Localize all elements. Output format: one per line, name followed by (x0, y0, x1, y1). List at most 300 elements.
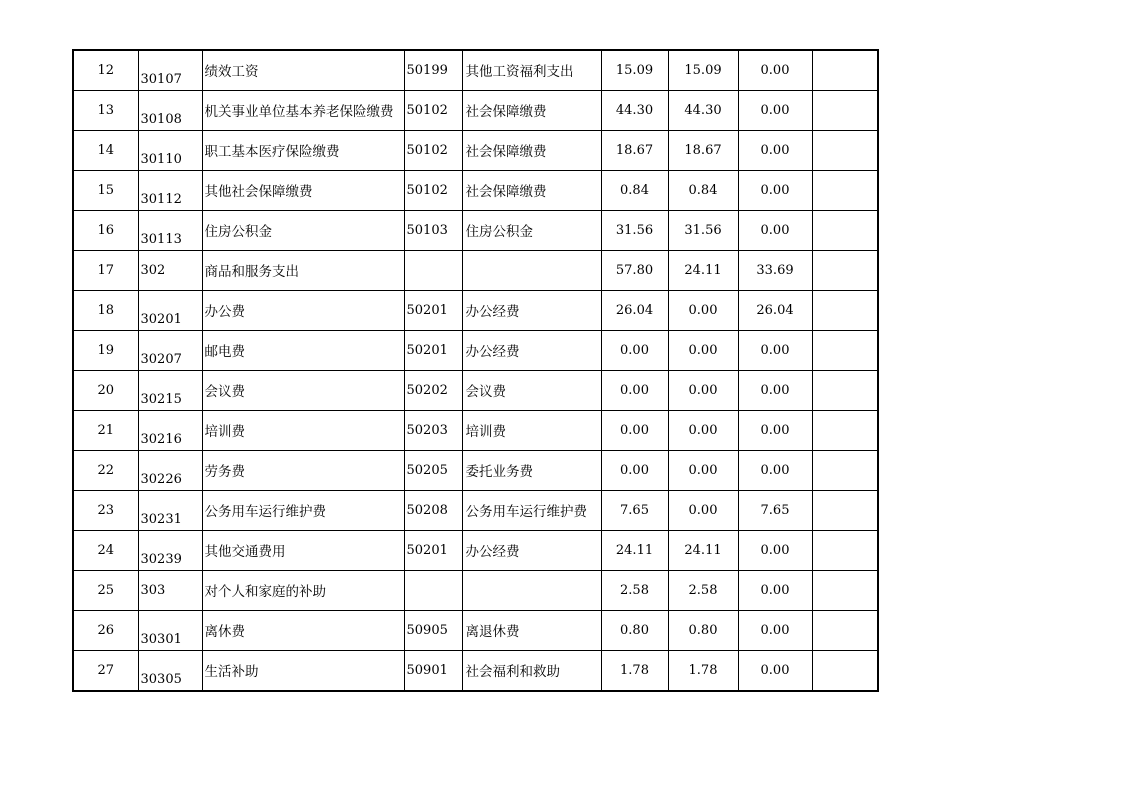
economic-name-text: 邮电费 (204, 344, 245, 360)
total-amount-text: 7.65 (620, 503, 649, 518)
gov-code-text: 50901 (406, 663, 448, 678)
gov-name-text: 委托业务费 (465, 464, 533, 480)
gov-name-text: 办公经费 (465, 544, 520, 560)
project-amount-text: 0.00 (760, 543, 790, 558)
note-cell (812, 91, 878, 131)
project-amount-cell (738, 411, 812, 451)
gov-name-text: 办公经费 (465, 344, 520, 360)
table-row (73, 291, 878, 331)
basic-amount-text: 24.11 (684, 543, 722, 558)
economic-code-cell (138, 211, 202, 251)
gov-code-cell (404, 211, 462, 251)
economic-code-cell (138, 531, 202, 571)
basic-amount-cell (668, 291, 738, 331)
total-amount-cell (601, 91, 668, 131)
row-number-text: 23 (97, 503, 115, 518)
economic-name-text: 会议费 (204, 384, 245, 400)
gov-code-text: 50102 (406, 183, 448, 198)
project-amount-cell (738, 451, 812, 491)
table-row (73, 251, 878, 291)
total-amount-cell (601, 171, 668, 211)
basic-amount-text: 24.11 (684, 263, 722, 278)
basic-amount-cell (668, 571, 738, 611)
total-amount-text: 15.09 (615, 63, 654, 78)
row-number-cell (73, 331, 138, 371)
project-amount-cell (738, 571, 812, 611)
row-number-cell (73, 571, 138, 611)
gov-code-cell (404, 171, 462, 211)
row-number-text: 27 (97, 663, 115, 678)
economic-name-text: 其他交通费用 (204, 544, 286, 560)
economic-code-cell (138, 131, 202, 171)
basic-amount-cell (668, 251, 738, 291)
gov-code-text: 50203 (406, 423, 448, 438)
row-number-cell (73, 171, 138, 211)
project-amount-text: 26.04 (756, 303, 794, 318)
economic-code-cell (138, 451, 202, 491)
total-amount-cell (601, 571, 668, 611)
economic-name-text: 对个人和家庭的补助 (204, 584, 326, 600)
note-cell (812, 291, 878, 331)
economic-code-text: 30107 (140, 72, 182, 87)
project-amount-cell (738, 331, 812, 371)
total-amount-cell (601, 491, 668, 531)
note-text (813, 211, 878, 224)
basic-amount-text: 18.67 (684, 143, 722, 158)
gov-code-cell (404, 331, 462, 371)
note-cell (812, 371, 878, 411)
economic-name-text: 机关事业单位基本养老保险缴费 (204, 104, 394, 120)
gov-code-cell (404, 251, 462, 291)
basic-amount-cell (668, 531, 738, 571)
row-number-cell (73, 131, 138, 171)
economic-code-text: 30108 (140, 112, 182, 127)
note-cell (812, 651, 878, 692)
economic-code-cell (138, 291, 202, 331)
economic-name-text: 离休费 (204, 624, 245, 640)
project-amount-text: 7.65 (760, 503, 790, 518)
economic-name-text: 劳务费 (204, 464, 245, 480)
row-number-text: 25 (97, 583, 115, 598)
gov-name-cell (462, 291, 601, 331)
note-text (813, 411, 878, 424)
gov-name-text: 办公经费 (465, 304, 520, 320)
gov-code-text: 50205 (406, 463, 448, 478)
project-amount-text: 0.00 (760, 423, 790, 438)
note-text (813, 51, 878, 64)
basic-amount-cell (668, 651, 738, 692)
table-row (73, 211, 878, 251)
economic-name-cell (202, 131, 404, 171)
economic-name-cell (202, 50, 404, 91)
total-amount-cell (601, 211, 668, 251)
project-amount-cell (738, 291, 812, 331)
gov-name-text (463, 251, 601, 266)
row-number-text: 22 (97, 463, 115, 478)
basic-amount-text: 0.00 (688, 343, 718, 358)
row-number-cell (73, 651, 138, 692)
basic-amount-text: 31.56 (684, 223, 722, 238)
economic-name-cell (202, 531, 404, 571)
economic-code-cell (138, 50, 202, 91)
total-amount-text: 24.11 (615, 543, 654, 558)
gov-code-cell (404, 571, 462, 611)
basic-amount-cell (668, 211, 738, 251)
economic-name-cell (202, 651, 404, 692)
basic-amount-text: 0.84 (688, 183, 718, 198)
economic-name-cell (202, 211, 404, 251)
row-number-cell (73, 211, 138, 251)
economic-name-text: 生活补助 (204, 664, 259, 680)
total-amount-cell (601, 531, 668, 571)
table-body (73, 50, 878, 691)
table-row (73, 131, 878, 171)
basic-amount-cell (668, 131, 738, 171)
basic-amount-text: 0.00 (688, 503, 718, 518)
gov-code-text: 50201 (406, 303, 448, 318)
gov-code-cell (404, 411, 462, 451)
gov-name-cell (462, 371, 601, 411)
row-number-cell (73, 91, 138, 131)
note-text (813, 611, 878, 624)
row-number-text: 14 (97, 143, 115, 158)
project-amount-text: 0.00 (760, 63, 790, 78)
economic-code-text: 30301 (140, 632, 182, 647)
row-number-cell (73, 531, 138, 571)
gov-code-cell (404, 50, 462, 91)
economic-name-text: 其他社会保障缴费 (204, 184, 313, 200)
economic-name-text: 住房公积金 (204, 224, 272, 240)
economic-code-text: 30207 (140, 352, 182, 367)
note-cell (812, 50, 878, 91)
basic-amount-cell (668, 371, 738, 411)
note-cell (812, 251, 878, 291)
project-amount-cell (738, 251, 812, 291)
economic-code-text: 30215 (140, 392, 182, 407)
project-amount-cell (738, 491, 812, 531)
gov-code-cell (404, 491, 462, 531)
total-amount-cell (601, 411, 668, 451)
economic-code-text: 30239 (140, 552, 182, 567)
economic-name-cell (202, 251, 404, 291)
project-amount-text: 0.00 (760, 223, 790, 238)
economic-code-cell (138, 91, 202, 131)
economic-name-cell (202, 451, 404, 491)
project-amount-cell (738, 651, 812, 692)
note-cell (812, 571, 878, 611)
row-number-text: 17 (97, 263, 115, 278)
gov-code-text: 50102 (406, 143, 448, 158)
row-number-text: 13 (97, 103, 115, 118)
gov-code-cell (404, 651, 462, 692)
note-text (813, 331, 878, 344)
table-row (73, 491, 878, 531)
table-row (73, 411, 878, 451)
economic-name-text: 公务用车运行维护费 (204, 504, 326, 520)
gov-name-cell (462, 571, 601, 611)
total-amount-cell (601, 371, 668, 411)
project-amount-text: 0.00 (760, 383, 790, 398)
project-amount-text: 0.00 (760, 103, 790, 118)
project-amount-cell (738, 171, 812, 211)
gov-name-text: 社会福利和救助 (465, 664, 560, 680)
total-amount-text: 57.80 (615, 263, 654, 278)
row-number-text: 15 (97, 183, 115, 198)
economic-name-text: 办公费 (204, 304, 245, 320)
basic-amount-cell (668, 611, 738, 651)
economic-name-cell (202, 91, 404, 131)
basic-amount-text: 44.30 (684, 103, 722, 118)
total-amount-text: 0.00 (620, 423, 649, 438)
basic-amount-cell (668, 171, 738, 211)
gov-name-text: 社会保障缴费 (465, 104, 547, 120)
total-amount-text: 2.58 (620, 583, 649, 598)
total-amount-cell (601, 291, 668, 331)
total-amount-cell (601, 651, 668, 692)
project-amount-text: 0.00 (760, 623, 790, 638)
economic-name-cell (202, 371, 404, 411)
basic-amount-text: 2.58 (688, 583, 718, 598)
row-number-cell (73, 491, 138, 531)
project-amount-cell (738, 531, 812, 571)
note-text (813, 171, 878, 184)
economic-code-cell (138, 371, 202, 411)
total-amount-text: 1.78 (620, 663, 649, 678)
table-row (73, 50, 878, 91)
economic-name-cell (202, 331, 404, 371)
economic-code-cell (138, 651, 202, 692)
row-number-text: 18 (97, 303, 115, 318)
gov-name-text: 其他工资福利支出 (465, 64, 574, 80)
economic-code-text: 302 (140, 263, 166, 278)
project-amount-text: 33.69 (756, 263, 794, 278)
gov-code-cell (404, 531, 462, 571)
economic-code-cell (138, 611, 202, 651)
total-amount-cell (601, 251, 668, 291)
gov-code-text: 50199 (406, 63, 448, 78)
total-amount-text: 0.00 (620, 383, 649, 398)
economic-code-text: 30112 (140, 192, 182, 207)
note-cell (812, 491, 878, 531)
project-amount-cell (738, 131, 812, 171)
row-number-text: 24 (97, 543, 115, 558)
economic-code-cell (138, 251, 202, 291)
note-text (813, 491, 878, 504)
economic-code-text: 30110 (140, 152, 182, 167)
economic-code-text: 30216 (140, 432, 182, 447)
row-number-cell (73, 411, 138, 451)
project-amount-text: 0.00 (760, 343, 790, 358)
total-amount-text: 18.67 (615, 143, 654, 158)
economic-code-cell (138, 331, 202, 371)
gov-name-text: 公务用车运行维护费 (465, 504, 587, 520)
economic-name-cell (202, 491, 404, 531)
note-cell (812, 171, 878, 211)
note-cell (812, 611, 878, 651)
project-amount-text: 0.00 (760, 663, 790, 678)
economic-name-text: 职工基本医疗保险缴费 (204, 144, 340, 160)
project-amount-cell (738, 91, 812, 131)
note-text (813, 531, 878, 544)
total-amount-text: 31.56 (615, 223, 654, 238)
basic-amount-text: 1.78 (688, 663, 718, 678)
note-text (813, 91, 878, 104)
total-amount-cell (601, 50, 668, 91)
row-number-cell (73, 451, 138, 491)
gov-name-text (463, 571, 601, 586)
note-cell (812, 411, 878, 451)
gov-code-text: 50208 (406, 503, 448, 518)
economic-code-text: 30305 (140, 672, 182, 687)
basic-amount-text: 0.00 (688, 423, 718, 438)
basic-amount-text: 0.00 (688, 463, 718, 478)
gov-code-cell (404, 91, 462, 131)
basic-amount-text: 0.00 (688, 303, 718, 318)
row-number-text: 12 (97, 63, 115, 78)
basic-amount-cell (668, 331, 738, 371)
gov-name-cell (462, 491, 601, 531)
total-amount-cell (601, 611, 668, 651)
basic-amount-cell (668, 50, 738, 91)
basic-amount-cell (668, 91, 738, 131)
economic-code-cell (138, 571, 202, 611)
row-number-text: 16 (97, 223, 115, 238)
note-cell (812, 331, 878, 371)
table-row (73, 91, 878, 131)
gov-name-text: 会议费 (465, 384, 506, 400)
total-amount-text: 0.84 (620, 183, 649, 198)
economic-name-text: 绩效工资 (204, 64, 259, 80)
economic-name-cell (202, 291, 404, 331)
total-amount-text: 26.04 (615, 303, 654, 318)
economic-name-cell (202, 611, 404, 651)
gov-name-cell (462, 331, 601, 371)
note-text (813, 651, 878, 664)
note-cell (812, 211, 878, 251)
note-text (813, 291, 878, 304)
gov-name-cell (462, 611, 601, 651)
table-row (73, 331, 878, 371)
gov-code-text: 50201 (406, 543, 448, 558)
basic-amount-text: 15.09 (684, 63, 722, 78)
economic-code-text: 30201 (140, 312, 182, 327)
gov-code-text (405, 251, 462, 264)
budget-sheet (72, 49, 879, 692)
row-number-cell (73, 371, 138, 411)
economic-name-cell (202, 571, 404, 611)
project-amount-text: 0.00 (760, 583, 790, 598)
gov-code-cell (404, 131, 462, 171)
total-amount-cell (601, 331, 668, 371)
gov-name-text: 住房公积金 (465, 224, 533, 240)
project-amount-text: 0.00 (760, 463, 790, 478)
gov-name-cell (462, 531, 601, 571)
economic-code-text: 303 (140, 583, 166, 598)
economic-name-text: 商品和服务支出 (204, 264, 299, 280)
gov-code-text: 50202 (406, 383, 448, 398)
table-row (73, 611, 878, 651)
project-amount-text: 0.00 (760, 183, 790, 198)
note-cell (812, 131, 878, 171)
economic-code-cell (138, 491, 202, 531)
basic-amount-cell (668, 491, 738, 531)
project-amount-text: 0.00 (760, 143, 790, 158)
note-cell (812, 531, 878, 571)
table-row (73, 571, 878, 611)
total-amount-text: 0.00 (620, 463, 649, 478)
basic-amount-cell (668, 411, 738, 451)
basic-amount-text: 0.00 (688, 383, 718, 398)
gov-code-text: 50905 (406, 623, 448, 638)
row-number-cell (73, 251, 138, 291)
total-amount-cell (601, 451, 668, 491)
gov-code-cell (404, 371, 462, 411)
row-number-text: 26 (97, 623, 115, 638)
gov-code-text: 50103 (406, 223, 448, 238)
gov-code-text: 50102 (406, 103, 448, 118)
gov-name-cell (462, 451, 601, 491)
project-amount-cell (738, 211, 812, 251)
gov-code-cell (404, 451, 462, 491)
total-amount-text: 44.30 (615, 103, 654, 118)
total-amount-cell (601, 131, 668, 171)
economic-name-text: 培训费 (204, 424, 245, 440)
project-amount-cell (738, 611, 812, 651)
row-number-text: 21 (97, 423, 115, 438)
gov-code-text (405, 571, 462, 584)
gov-code-cell (404, 291, 462, 331)
table-row (73, 451, 878, 491)
note-text (813, 131, 878, 144)
table-row (73, 651, 878, 692)
total-amount-text: 0.00 (620, 343, 649, 358)
total-amount-text: 0.80 (620, 623, 649, 638)
note-text (813, 251, 878, 264)
basic-amount-cell (668, 451, 738, 491)
economic-code-text: 30226 (140, 472, 182, 487)
economic-code-text: 30113 (140, 232, 182, 247)
table-row (73, 531, 878, 571)
row-number-cell (73, 611, 138, 651)
basic-amount-text: 0.80 (688, 623, 718, 638)
row-number-text: 20 (97, 383, 115, 398)
note-text (813, 571, 878, 584)
gov-name-text: 离退休费 (465, 624, 520, 640)
gov-name-cell (462, 651, 601, 692)
row-number-text: 19 (97, 343, 115, 358)
note-text (813, 371, 878, 384)
economic-code-cell (138, 171, 202, 211)
gov-name-cell (462, 211, 601, 251)
gov-name-cell (462, 411, 601, 451)
note-text (813, 451, 878, 464)
row-number-cell (73, 50, 138, 91)
gov-name-cell (462, 131, 601, 171)
expenditure-table (72, 49, 879, 692)
project-amount-cell (738, 371, 812, 411)
gov-name-text: 社会保障缴费 (465, 184, 547, 200)
economic-name-cell (202, 171, 404, 211)
note-cell (812, 451, 878, 491)
gov-name-cell (462, 251, 601, 291)
table-row (73, 171, 878, 211)
gov-code-cell (404, 611, 462, 651)
economic-code-cell (138, 411, 202, 451)
gov-name-cell (462, 91, 601, 131)
row-number-cell (73, 291, 138, 331)
project-amount-cell (738, 50, 812, 91)
gov-name-text: 社会保障缴费 (465, 144, 547, 160)
